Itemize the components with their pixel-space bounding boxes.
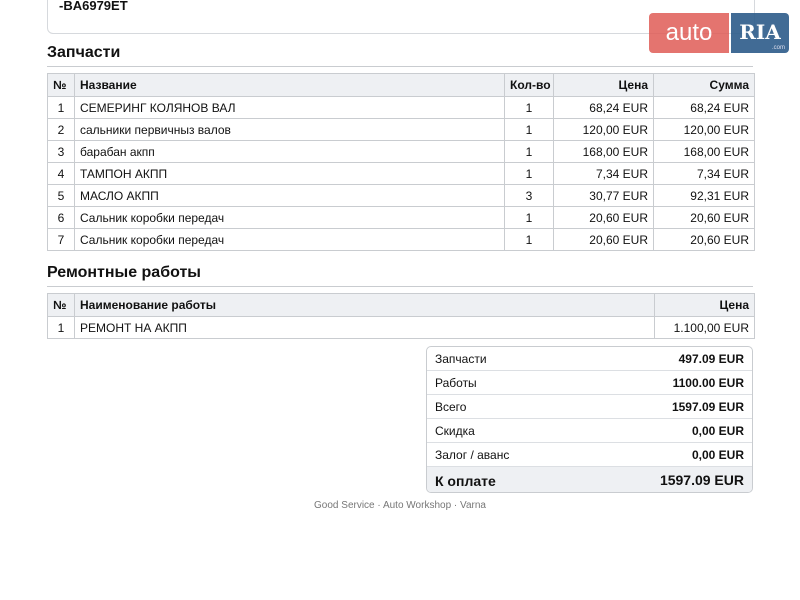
totals-label: Всего	[435, 400, 467, 414]
totals-row-deposit	[427, 443, 752, 467]
totals-value: 0,00 EUR	[691, 448, 744, 462]
work-name: РЕМОНТ НА АКПП	[75, 317, 655, 339]
totals-label: Залог / аванс	[435, 448, 510, 462]
parts-section-divider	[47, 66, 753, 67]
repairs-table	[47, 293, 755, 339]
watermark-auto: auto	[649, 13, 729, 53]
totals-row-discount	[427, 419, 752, 443]
row-number: 1	[48, 317, 75, 339]
repairs-header-row	[48, 294, 755, 317]
part-sum: 68,24 EUR	[654, 97, 755, 119]
col-work-name: Наименование работы	[75, 294, 655, 317]
part-name: СЕМЕРИНГ КОЛЯНОВ ВАЛ	[75, 97, 505, 119]
plate-number: -BA6979ET	[59, 0, 128, 13]
totals-value: 0,00 EUR	[691, 424, 744, 438]
col-name: Название	[75, 74, 505, 97]
watermark-ria	[731, 13, 789, 53]
part-qty: 1	[505, 119, 554, 141]
row-number: 7	[48, 229, 75, 251]
col-sum: Сумма	[654, 74, 755, 97]
row-number: 5	[48, 185, 75, 207]
totals-value: 1597.09 EUR	[671, 400, 744, 414]
part-price: 68,24 EUR	[554, 97, 654, 119]
row-number: 4	[48, 163, 75, 185]
table-row	[48, 97, 755, 119]
totals-label: Запчасти	[435, 352, 487, 366]
auto-ria-watermark	[649, 13, 789, 53]
col-price: Цена	[655, 294, 755, 317]
part-sum: 7,34 EUR	[654, 163, 755, 185]
footer-text: Good Service · Auto Workshop · Varna	[314, 500, 486, 511]
part-price: 168,00 EUR	[554, 141, 654, 163]
part-qty: 1	[505, 229, 554, 251]
col-qty: Кол-во	[505, 74, 554, 97]
row-number: 2	[48, 119, 75, 141]
part-name: Сальник коробки передач	[75, 229, 505, 251]
parts-section-title: Запчасти	[47, 44, 121, 61]
part-sum: 92,31 EUR	[654, 185, 755, 207]
table-row	[48, 163, 755, 185]
part-price: 7,34 EUR	[554, 163, 654, 185]
totals-row-amount-due	[427, 467, 752, 493]
part-name: МАСЛО АКПП	[75, 185, 505, 207]
amount-due-label: К оплате	[435, 473, 496, 489]
part-qty: 3	[505, 185, 554, 207]
part-price: 120,00 EUR	[554, 119, 654, 141]
part-sum: 168,00 EUR	[654, 141, 755, 163]
totals-row-work	[427, 371, 752, 395]
row-number: 3	[48, 141, 75, 163]
totals-label: Работы	[435, 376, 477, 390]
part-name: барабан акпп	[75, 141, 505, 163]
table-row	[48, 141, 755, 163]
part-qty: 1	[505, 97, 554, 119]
table-row	[48, 119, 755, 141]
parts-table	[47, 73, 755, 251]
part-name: ТАМПОН АКПП	[75, 163, 505, 185]
repairs-section-title: Ремонтные работы	[47, 264, 201, 281]
col-number: №	[48, 294, 75, 317]
part-qty: 1	[505, 163, 554, 185]
part-qty: 1	[505, 207, 554, 229]
parts-header-row	[48, 74, 755, 97]
work-price: 1.100,00 EUR	[655, 317, 755, 339]
part-price: 20,60 EUR	[554, 207, 654, 229]
part-price: 30,77 EUR	[554, 185, 654, 207]
totals-row-parts	[427, 347, 752, 371]
part-sum: 20,60 EUR	[654, 229, 755, 251]
part-name: сальники первичныз валов	[75, 119, 505, 141]
watermark-ria-text: RIA	[739, 20, 781, 44]
col-number: №	[48, 74, 75, 97]
totals-summary	[426, 346, 753, 493]
table-row	[48, 207, 755, 229]
col-price: Цена	[554, 74, 654, 97]
totals-value: 497.09 EUR	[678, 352, 744, 366]
watermark-com: .com	[771, 45, 785, 51]
part-qty: 1	[505, 141, 554, 163]
part-sum: 120,00 EUR	[654, 119, 755, 141]
table-row	[48, 185, 755, 207]
repairs-section-divider	[47, 286, 753, 287]
row-number: 1	[48, 97, 75, 119]
totals-label: Скидка	[435, 424, 475, 438]
table-row	[48, 317, 755, 339]
totals-value: 1100.00 EUR	[672, 376, 744, 390]
totals-row-total	[427, 395, 752, 419]
amount-due-value: 1597.09 EUR	[659, 472, 744, 488]
part-name: Сальник коробки передач	[75, 207, 505, 229]
part-sum: 20,60 EUR	[654, 207, 755, 229]
part-price: 20,60 EUR	[554, 229, 654, 251]
row-number: 6	[48, 207, 75, 229]
table-row	[48, 229, 755, 251]
